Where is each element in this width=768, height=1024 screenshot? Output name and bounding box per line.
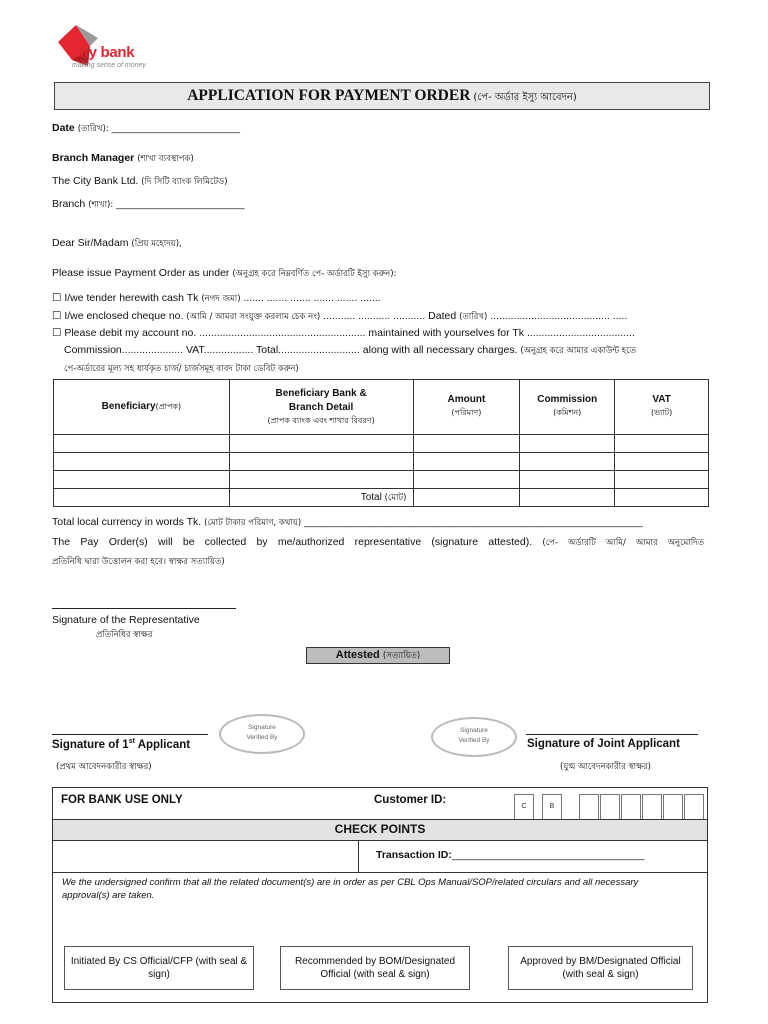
- col-commission: [520, 380, 615, 435]
- signature-verified-stamp-1: [219, 714, 305, 754]
- transaction-field[interactable]: _________________________________: [451, 849, 645, 861]
- applicant2-signature-line[interactable]: [526, 734, 698, 735]
- col-beneficiary-bn: (প্রাপক): [155, 401, 182, 411]
- bank-use-heading: FOR BANK USE ONLY: [61, 794, 183, 806]
- applicant1-label-pre: Signature of 1: [52, 738, 129, 751]
- title-bn: (পে- অর্ডার ইস্যু আবেদন): [473, 92, 577, 103]
- salutation: [52, 237, 182, 251]
- debit-amount-field[interactable]: .....................................: [526, 327, 635, 339]
- words-label: Total local currency in words Tk.: [52, 516, 202, 528]
- representative-signature-line[interactable]: [52, 608, 236, 609]
- branch-row: [52, 198, 245, 212]
- table-cell[interactable]: [413, 453, 520, 471]
- customer-id-label: Customer ID:: [374, 794, 447, 806]
- bank-name-bn: (দি সিটি ব্যাংক লিমিটেড): [141, 177, 228, 187]
- applicant2-bn: (যুগ্ম আবেদনকারীর স্বাক্ষর): [560, 762, 651, 772]
- total-label-cell: [229, 489, 413, 507]
- table-row: [54, 453, 709, 471]
- col-beneficiary-en: Beneficiary: [101, 400, 156, 412]
- logo-name: city bank: [72, 44, 135, 61]
- cheque-checkbox[interactable]: ☐: [52, 310, 62, 322]
- cid-box[interactable]: [621, 794, 641, 820]
- title-en: APPLICATION FOR PAYMENT ORDER: [187, 87, 471, 104]
- table-cell[interactable]: [615, 435, 709, 453]
- total-label: Total: [360, 491, 382, 503]
- branch-bn: (শাখা):: [88, 200, 114, 210]
- collect-bn: (পে- অর্ডারটি আমি/ আমার অনুমোদিত: [542, 538, 704, 548]
- cid-box[interactable]: [684, 794, 704, 820]
- branch-field[interactable]: ______________________: [116, 198, 245, 210]
- words-field[interactable]: __________________________________________________________: [304, 516, 643, 528]
- cid-box[interactable]: [663, 794, 683, 820]
- debit-checkbox[interactable]: ☐: [52, 327, 62, 339]
- option-debit: [52, 327, 635, 339]
- attested-box: [306, 647, 450, 664]
- approved-by-box[interactable]: Approved by BM/Designated Official (with seal & sign): [508, 946, 693, 990]
- beneficiary-table: [53, 379, 709, 507]
- branch-manager-label: Branch Manager: [52, 152, 135, 164]
- table-cell[interactable]: [54, 453, 230, 471]
- col-amount-en: Amount: [447, 394, 486, 405]
- bank-name-label: The City Bank Ltd.: [52, 175, 139, 187]
- applicant1-bn: (প্রথম আবেদনকারীর স্বাক্ষর): [56, 762, 152, 772]
- table-cell[interactable]: [615, 453, 709, 471]
- divider: [53, 872, 707, 873]
- col-vat-en: VAT: [652, 394, 671, 405]
- check-points-title: CHECK POINTS: [334, 822, 426, 836]
- salutation-en: Dear Sir/Madam: [52, 237, 129, 249]
- col-amount-bn: (পরিমাণ): [451, 408, 482, 417]
- applicant1-label-sup: st: [128, 738, 135, 745]
- debit-account-field[interactable]: ......................................................... maintained with yourselves for Tk: [199, 327, 525, 339]
- col-vat-bn: (ভ্যাট): [650, 408, 673, 417]
- option-cash: [52, 292, 381, 306]
- stamp2-line1: Signature: [460, 727, 488, 734]
- cash-bn: (নগদ জমা): [201, 294, 241, 304]
- form-title: [54, 82, 710, 110]
- cheque-bn: (আমি / আমরা সংযুক্ত করলাম চেক নং): [186, 312, 321, 322]
- date-label: Date: [52, 122, 75, 134]
- cid-box-b: B: [542, 794, 562, 820]
- debit-label: Please debit my account no.: [64, 327, 197, 339]
- date-field[interactable]: ______________________: [111, 122, 241, 134]
- vat-field[interactable]: VAT.................: [185, 344, 254, 356]
- table-cell[interactable]: [54, 471, 230, 489]
- transaction-label: Transaction ID:: [376, 849, 452, 861]
- initiated-by-box[interactable]: Initiated By CS Official/CFP (with seal & sign): [64, 946, 254, 990]
- check-points-band: [53, 819, 707, 841]
- table-cell[interactable]: [615, 471, 709, 489]
- col-bank-branch: [229, 380, 413, 435]
- representative-bn: প্রতিনিধির স্বাক্ষর: [96, 630, 153, 640]
- col-vat: [615, 380, 709, 435]
- table-cell[interactable]: [520, 453, 615, 471]
- branch-label: Branch: [52, 198, 86, 210]
- table-cell[interactable]: [229, 471, 413, 489]
- words-bn: (মোট টাকার পরিমাণ, কথায়): [204, 518, 302, 528]
- cash-checkbox[interactable]: ☐: [52, 292, 62, 304]
- table-cell[interactable]: [54, 435, 230, 453]
- cid-box[interactable]: [579, 794, 599, 820]
- transaction-row: [376, 849, 645, 861]
- cash-amount-field[interactable]: ....... ....... ....... ....... ....... .......: [243, 292, 381, 304]
- logo-tagline: making sense of money: [72, 62, 146, 69]
- charges-bn: (অনুগ্রহ করে আমার একাউন্ট হতে: [520, 346, 637, 356]
- table-cell[interactable]: [413, 435, 520, 453]
- col-commission-en: Commission: [537, 394, 598, 405]
- col-bank-branch-en: Beneficiary Bank & Branch Detail: [275, 387, 367, 413]
- col-bank-branch-bn: (প্রাপক ব্যাংক এবং শাখার বিবরণ): [267, 415, 375, 425]
- applicant1-label: [52, 738, 190, 751]
- branch-manager-bn: (শাখা ব্যবস্থাপক): [137, 154, 194, 164]
- table-total-row: [54, 489, 709, 507]
- collect-bn-line2: প্রতিনিধি দ্বারা উত্তোলন করা হবে। স্বাক্ষর সত্যায়িত): [52, 557, 225, 567]
- table-cell[interactable]: [54, 489, 230, 507]
- request-line: [52, 267, 396, 281]
- col-commission-bn: (কমিশন): [553, 408, 582, 417]
- request-bn: (অনুগ্রহ করে নিম্নবর্ণিত পে- অর্ডারটি ইস্যু করুন):: [232, 269, 397, 279]
- confirm-text: We the undersigned confirm that all the related document(s) are in order as per CBL Ops Manual/SOP/related circulars and all necessary approval(s) are taken.: [62, 877, 639, 901]
- collect-en: The Pay Order(s) will be collected by me/authorized representative (signature attested).: [52, 536, 533, 548]
- city-bank-logo: [52, 22, 172, 82]
- commission-field[interactable]: Commission.....................: [64, 344, 184, 356]
- col-beneficiary: [54, 380, 230, 435]
- attested-bn: (সত্যায়িত): [382, 651, 421, 661]
- transaction-divider: [358, 840, 359, 872]
- stamp2-line2: Verified By: [458, 737, 490, 744]
- table-cell[interactable]: [520, 471, 615, 489]
- recommended-by-box[interactable]: Recommended by BOM/Designated Official (with seal & sign): [280, 946, 470, 990]
- cid-box[interactable]: [600, 794, 620, 820]
- bank-use-section: [52, 787, 708, 1003]
- date-row: [52, 122, 240, 136]
- salutation-bn: (প্রিয় মহোদয়),: [131, 239, 182, 249]
- total-field[interactable]: Total............................: [255, 344, 360, 356]
- cid-box-c: C: [514, 794, 534, 820]
- stamp1-line2: Verified By: [246, 734, 278, 741]
- table-header-row: [54, 380, 709, 435]
- cheque-date-field[interactable]: ......................................... .....: [490, 310, 628, 322]
- charges-line: [64, 344, 636, 358]
- branch-manager-row: [52, 152, 194, 166]
- table-row: [54, 435, 709, 453]
- date-label-bn: (তারিখ):: [77, 124, 109, 134]
- total-amount-cell[interactable]: [413, 489, 520, 507]
- table-cell[interactable]: [520, 435, 615, 453]
- col-amount: [413, 380, 520, 435]
- cheque-date-bn: (তারিখ): [459, 312, 488, 322]
- charges-tail: along with all necessary charges.: [362, 344, 518, 356]
- request-en: Please issue Payment Order as under: [52, 267, 230, 279]
- table-cell[interactable]: [229, 435, 413, 453]
- table-cell[interactable]: [413, 471, 520, 489]
- stamp1-line1: Signature: [248, 724, 276, 731]
- total-commission-cell[interactable]: [520, 489, 615, 507]
- words-line: [52, 516, 643, 530]
- applicant1-label-post: Applicant: [134, 738, 191, 751]
- attested-label: Attested: [335, 649, 380, 661]
- total-vat-cell[interactable]: [615, 489, 709, 507]
- signature-verified-stamp-2: [431, 717, 517, 757]
- option-cheque: [52, 310, 627, 324]
- representative-label: Signature of the Representative: [52, 614, 200, 626]
- cid-box[interactable]: [642, 794, 662, 820]
- bank-name-row: [52, 175, 228, 189]
- applicant2-label: Signature of Joint Applicant: [527, 738, 680, 750]
- cheque-label: I/we enclosed cheque no.: [64, 310, 184, 322]
- collect-line: [52, 536, 704, 550]
- table-cell[interactable]: [229, 453, 413, 471]
- applicant1-signature-line[interactable]: [52, 734, 208, 735]
- charges-bn-line2: পে-অর্ডারের মূল্য সহ ধার্যকৃত চার্জ/ চার্জসমূহ বাবদ টাকা ডেবিট করুন): [64, 364, 299, 374]
- cheque-number-field[interactable]: ........... ........... ........... Dated: [323, 310, 457, 322]
- table-row: [54, 471, 709, 489]
- total-label-bn: (মোট): [384, 492, 407, 503]
- cash-label: I/we tender herewith cash Tk: [64, 292, 199, 304]
